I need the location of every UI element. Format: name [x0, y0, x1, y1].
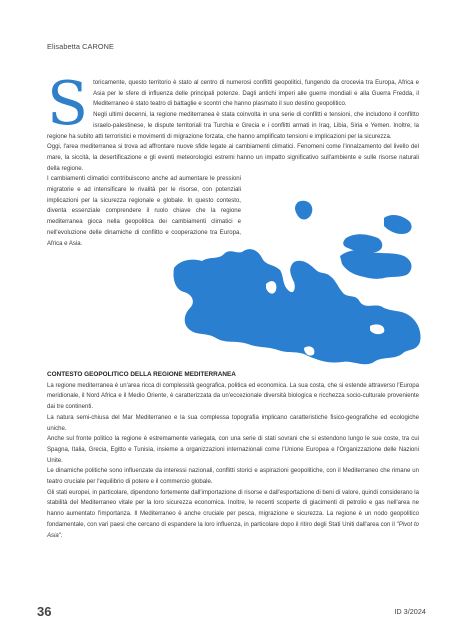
intro-paragraph-3: Oggi, l'area mediterranea si trova ad affrontare nuove sfide legate ai cambiamenti climatici. Fenomeni come l'innalzamento del livello del mare, la siccità, la desertificazione e gli eventi meteorologici estremi hanno un impatto significativo sull'ambiente e sulle risorse naturali della regione. — [47, 144, 419, 172]
issue-label: ID 3/2024 — [394, 607, 426, 616]
section-heading: CONTESTO GEOPOLITICO DELLA REGIONE MEDITERRANEA — [47, 371, 236, 378]
pivot-to-asia-italic: Pivot to Asia — [47, 521, 420, 539]
intro-paragraph-4: I cambiamenti climatici contribuiscono anche ad aumentare le pressioni migratorie e ad intensificare le rivalità per le risorse, con potenziali implicazioni per la sicurezza regionale e globale. In questo contesto, diventa essenziale comprendere il ruolo chiave che la regione mediterranea gioca nella geopolitica dei cambiamenti climatici e nell'evoluzione delle dinamiche di conflitto e cooperazione tra Europa, Africa e Asia. — [47, 176, 241, 247]
section-paragraph-3: Anche sul fronte politico la regione è estremamente variegata, con una serie di stati sovrani che si estendono lungo le sue coste, tra cui Spagna, Italia, Grecia, Egitto e Tunisia, insieme a organizzazioni internazionali come l'Unione Europea e l'Organizzazione delle Nazioni Unite. — [47, 436, 419, 464]
drop-cap: S — [47, 69, 89, 139]
section-paragraph-5: Gli stati europei, in particolare, dipendono fortemente dall'importazione di risorse e dall'esportazione di beni di valore, quindi considerano la stabilità del Mediterraneo vitale per la loro sicurezza economica. Inoltre, le recenti scoperte di giacimenti di petrolio e gas nell'area ne hanno aumentato l'importanza. Il Mediterraneo è anche cruciale per pesca, migrazione e sicurezza. La regione è un nodo geopolitico fondamentale, con vari paesi che cercano di espandere la loro influenza, in particolare dopo il ritiro degli Stati Uniti dall'area con il "Pivot to Asia". — [47, 489, 420, 539]
mediterranean-map — [170, 198, 430, 376]
sea-shape — [173, 201, 420, 365]
page-number: 36 — [37, 604, 52, 619]
section-paragraph-2: La natura semi-chiusa del Mar Mediterraneo e la sua complessa topografia implicano caratteristiche fisico-geografiche ed ecologiche uniche. — [47, 414, 419, 432]
intro-paragraph-2: Negli ultimi decenni, la regione mediterranea è stata coinvolta in una serie di conflitti e tensioni, che includono il conflitto israelo-palestinese, le dispute territoriali tra Turchia e Grecia e i conflitti armati in Iraq, Libia, Siria e Yemen. Inoltre, la regione ha subito atti terroristici e movimenti di migrazione forzata, che hanno amplificato tensioni e implicazioni per la sicurezza. — [47, 112, 419, 140]
section-body — [47, 370, 419, 541]
section-paragraph-4: Le dinamiche politiche sono influenzate da interessi nazionali, conflitti storici e aspirazioni geopolitiche, con il Mediterraneo che rimane un teatro cruciale per l'equilibrio di potere e il commercio globale. — [47, 468, 419, 486]
intro-paragraph-1: Storicamente, questo territorio è stato al centro di numerosi conflitti geopolitici, fungendo da crocevia tra Europa, Africa e Asia per le sfere di influenza delle principali potenze. Dagli antichi imperi alle guerre mondiali e alla Guerra Fredda, il Mediterraneo è stato teatro di battaglie e scontri che hanno plasmato il suo destino geopolitico. — [47, 69, 419, 139]
section-paragraph-1: La regione mediterranea è un'area ricca di complessità geografica, politica ed economica. La sua costa, che si estende attraverso l'Europa meridionale, il Nord Africa e il Medio Oriente, è caratterizzata da un'eccezionale diversità biologica e ricchezza socio-culturale proveniente dai tre continenti. — [47, 382, 419, 411]
author-name: Elisabetta CARONE — [47, 42, 114, 51]
